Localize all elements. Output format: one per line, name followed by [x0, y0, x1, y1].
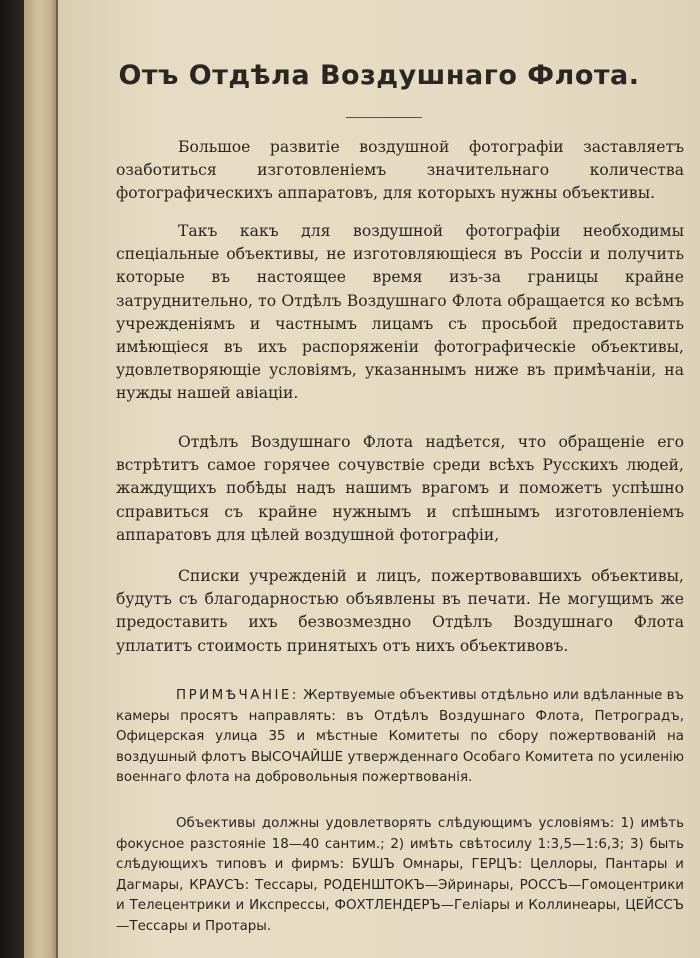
scan-background — [0, 0, 24, 958]
note-label: ПРИМѢЧАНІЕ: — [176, 688, 299, 703]
paragraph-2: Такъ какъ для воздушной фотографіи необходимы спеціальные объективы, не изготовляющіеся въ Россіи и получить которые въ настоящее время изъ-за границы крайне затруднительно, то Отдѣлъ Воздушнаго Флота обращается ко всѣмъ учрежденіямъ и частнымъ лицамъ съ просьбой предоставить имѣющіеся въ ихъ распоряженіи фотографическіе объективы, удовлетворяющіе условіямъ, указаннымъ ниже въ примѣчаніи, на нужды нашей авіаціи. — [116, 222, 684, 403]
note-text: Жертвуемые объективы отдѣльно или вдѣланные въ камеры просятъ направлять: въ Отдѣлъ Воздушнаго Флота, Петроградъ, Офицерская улица 35 и мѣстные Комитеты по сбору пожертвованій на воздушный флотъ ВЫСОЧАЙШЕ утвержденнаго Особаго Комитета по усиленію военнаго флота на добровольныя пожертвованія. — [116, 688, 684, 786]
book-binding — [24, 0, 57, 958]
conditions-paragraph: Объективы должны удовлетворять слѣдующимъ условіямъ: 1) имѣть фокусное разстояніе 18—40 сантим.; 2) имѣть свѣтосилу 1:3,5—1:6,3; 3) быть слѣдующихъ типовъ и фирмъ: БУШЪ Омнары, ГЕРЦЪ: Целлоры, Пантары и Дагмары, КРАУСЪ: Тессары, РОДЕНШТОКЪ—Эйринары, РОССЪ—Гомоцентрики и Телецентрики и Икспрессы, ФОХТЛЕНДЕРЪ—Геліары и Коллинеары, ЦЕЙССЪ—Тессары и Протары. — [116, 816, 684, 934]
note-paragraph — [116, 686, 684, 789]
paragraph-1: Большое развитіе воздушной фотографіи заставляетъ озаботиться изготовленіемъ значительнаго количества фотографическихъ аппаратовъ, для которыхъ нужны объективы. — [116, 138, 684, 203]
document-page — [58, 0, 700, 958]
paragraph-4: Списки учрежденій и лицъ, пожертвовавшихъ объективы, будутъ съ благодарностью объявлены въ печати. Не могущимъ же предоставить ихъ безвозмездно Отдѣлъ Воздушнаго Флота уплатитъ стоимость принятыхъ отъ нихъ объективовъ. — [116, 567, 684, 655]
paragraph-3: Отдѣлъ Воздушнаго Флота надѣется, что обращеніе его встрѣтитъ самое горячее сочувствіе среди всѣхъ Русскихъ людей, жаждущихъ побѣды надъ нашимъ врагомъ и поможетъ успѣшно справиться съ крайне нужнымъ и спѣшнымъ изготовленіемъ аппаратовъ для цѣлей воздушной фотографіи, — [116, 433, 684, 544]
page-title: Отъ Отдѣла Воздушнаго Флота. — [118, 60, 640, 91]
title-divider — [346, 117, 422, 118]
